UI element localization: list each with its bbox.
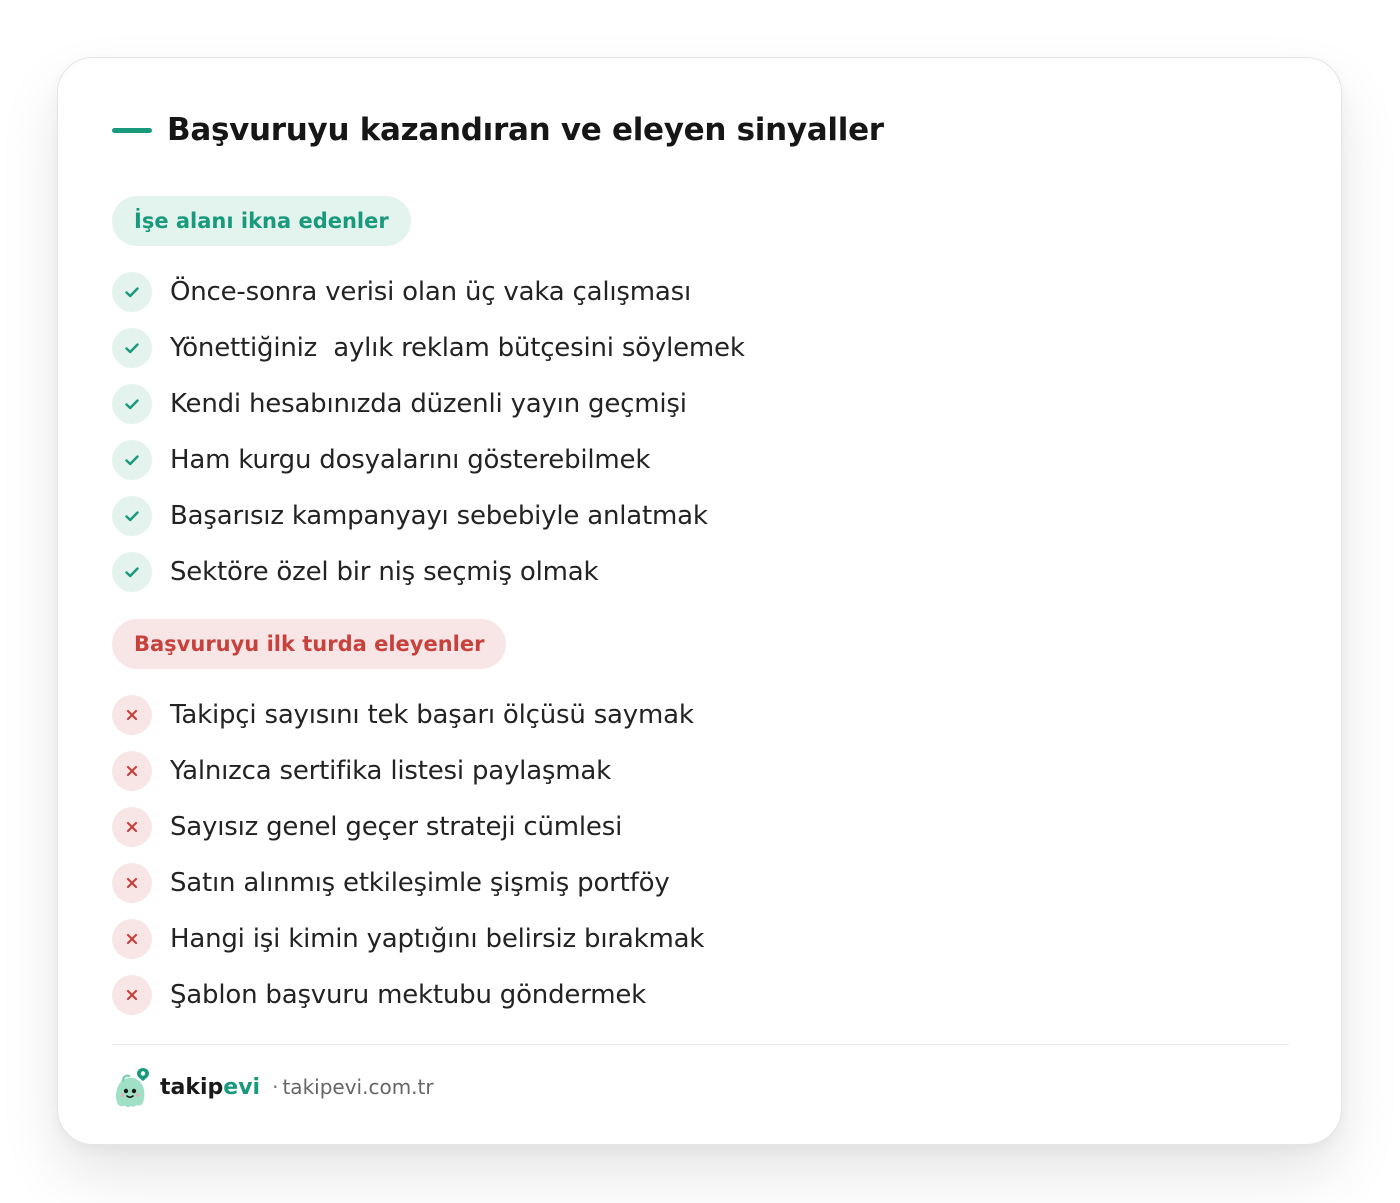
cross-icon [112, 919, 152, 959]
negative-signal-item [112, 967, 704, 1023]
positive-signal-text: Yönettiğiniz aylık reklam bütçesini söylemek [170, 333, 745, 363]
positive-signal-item [112, 264, 745, 320]
negative-section-label: Başvuruyu ilk turda eleyenler [112, 619, 506, 669]
positive-signal-item [112, 376, 745, 432]
positive-section-label: İşe alanı ikna edenler [112, 196, 411, 246]
positive-signal-item [112, 488, 745, 544]
negative-signal-item [112, 799, 704, 855]
negative-signal-text: Hangi işi kimin yaptığını belirsiz bırakmak [170, 924, 705, 954]
positive-signal-item [112, 320, 745, 376]
negative-signal-item [112, 911, 704, 967]
check-icon [112, 272, 152, 312]
cross-icon [112, 695, 152, 735]
positive-signal-text: Önce-sonra verisi olan üç vaka çalışması [170, 277, 691, 307]
negative-signal-text: Sayısız genel geçer strateji cümlesi [170, 812, 623, 842]
check-icon [112, 552, 152, 592]
negative-signal-item [112, 855, 704, 911]
title-accent-bar [112, 128, 152, 133]
brand-name-main: takip [160, 1074, 224, 1100]
title-row [112, 110, 884, 150]
negative-signal-item [112, 687, 704, 743]
positive-signal-item [112, 544, 745, 600]
positive-signal-item [112, 432, 745, 488]
positive-signal-text: Sektöre özel bir niş seçmiş olmak [170, 557, 599, 587]
negative-signal-item [112, 743, 704, 799]
negative-signal-list [112, 687, 704, 1023]
cross-icon [112, 751, 152, 791]
negative-signal-text: Şablon başvuru mektubu göndermek [170, 980, 646, 1010]
footer-separator: · [272, 1075, 279, 1099]
positive-signal-list [112, 264, 745, 600]
signals-card [57, 57, 1342, 1145]
positive-signal-text: Kendi hesabınızda düzenli yayın geçmişi [170, 389, 687, 419]
positive-signal-text: Başarısız kampanyayı sebebiyle anlatmak [170, 501, 708, 531]
takipevi-mascot-logo [112, 1066, 150, 1108]
negative-signal-text: Yalnızca sertifika listesi paylaşmak [170, 756, 611, 786]
website-url[interactable]: takipevi.com.tr [282, 1075, 434, 1099]
positive-signal-text: Ham kurgu dosyalarını gösterebilmek [170, 445, 651, 475]
footer [112, 1066, 434, 1108]
check-icon [112, 328, 152, 368]
brand-name [160, 1075, 260, 1100]
check-icon [112, 440, 152, 480]
cross-icon [112, 863, 152, 903]
card-title: Başvuruyu kazandıran ve eleyen sinyaller [167, 112, 884, 148]
footer-divider [112, 1044, 1289, 1045]
cross-icon [112, 975, 152, 1015]
check-icon [112, 384, 152, 424]
cross-icon [112, 807, 152, 847]
negative-signal-text: Satın alınmış etkileşimle şişmiş portföy [170, 868, 670, 898]
brand-name-accent: evi [223, 1074, 261, 1100]
negative-signal-text: Takipçi sayısını tek başarı ölçüsü saymak [170, 700, 694, 730]
check-icon [112, 496, 152, 536]
